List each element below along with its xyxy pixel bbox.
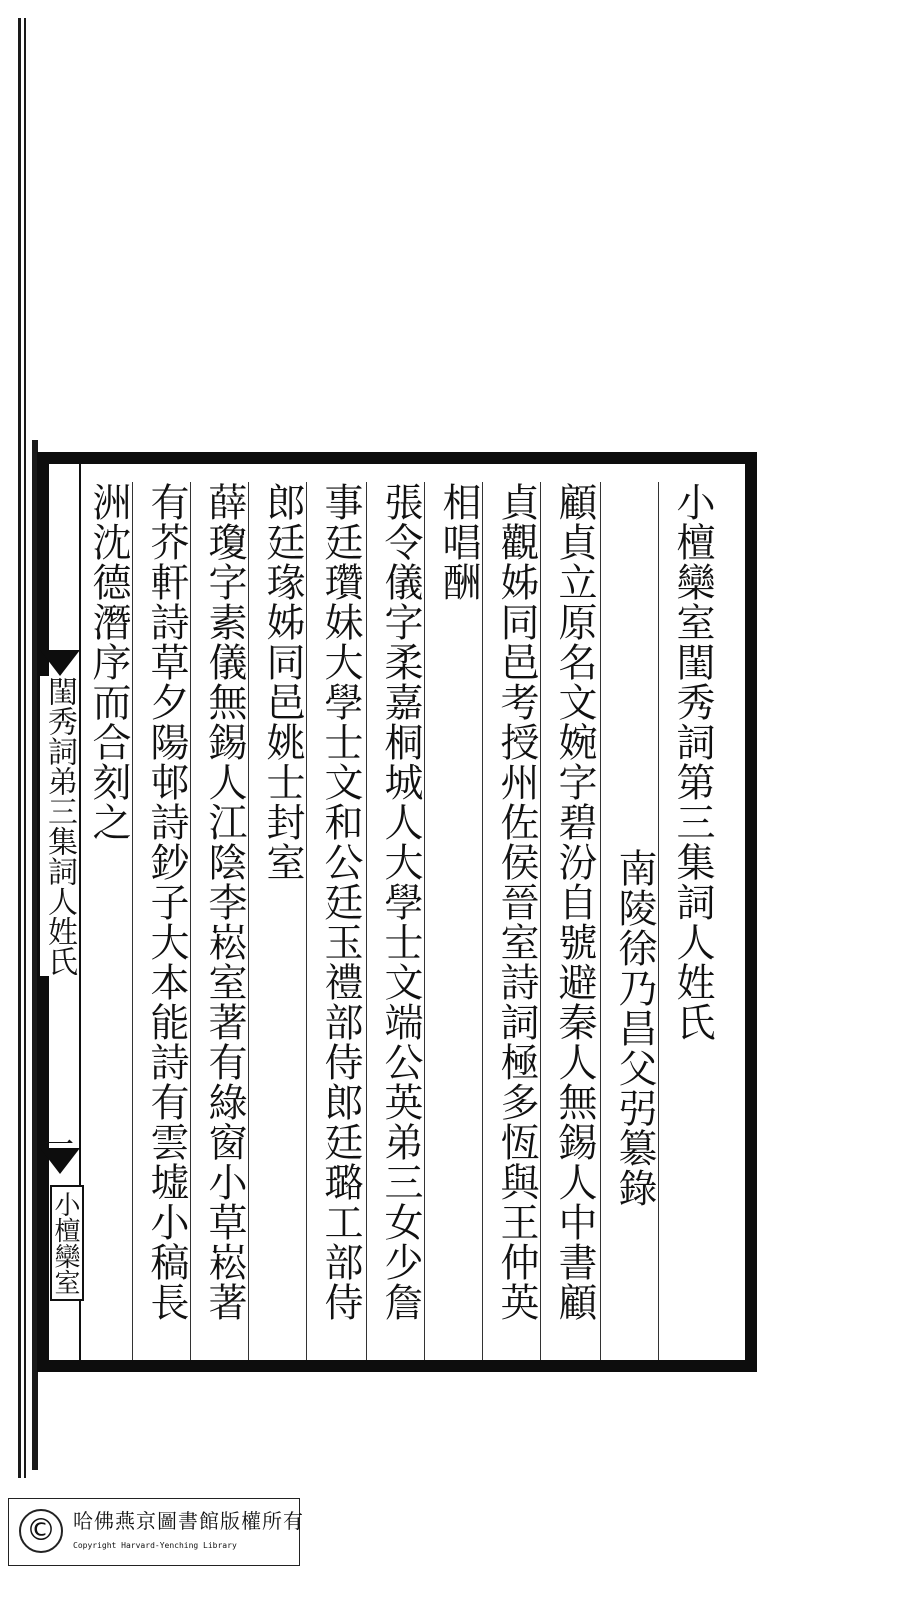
binding-spine-line [18,18,21,1478]
copyright-icon: © [19,1509,63,1553]
copyright-owner-en: Copyright Harvard-Yenching Library [73,1541,237,1550]
text-column: 有芥軒詩草夕陽邨詩鈔子大本能詩有雲墟小稿長 [144,482,189,1322]
text-column: 張令儀字柔嘉桐城人大學士文端公英弟三女少詹 [378,482,423,1322]
text-column: 郎廷瑑姊同邑姚士封室 [260,482,305,882]
text-column: 顧貞立原名文婉字碧汾自號避秦人無錫人中書顧 [552,482,597,1322]
column-rule [600,482,601,1360]
column-rule [540,482,541,1360]
text-column: 相唱酬 [436,482,481,602]
compiler-line: 南陵徐乃昌父弜簒錄 [612,848,657,1208]
adjacent-page-title: 小檀欒室 [50,1185,84,1301]
text-column: 事廷瓚妹大學士文和公廷玉禮部侍郎廷璐工部侍 [318,482,363,1322]
column-rule [658,482,659,1360]
column-rule [366,482,367,1360]
column-rule [132,482,133,1360]
book-title: 小檀欒室閨秀詞第三集詞人姓氏 [670,482,715,1042]
column-rule [424,482,425,1360]
margin-title: 閨秀詞弟三集詞人姓氏 [42,676,77,976]
text-column: 洲沈德潛序而合刻之 [86,482,131,842]
copyright-footer [8,1498,304,1566]
page-number: 一 [44,1128,74,1163]
text-column: 薛瓊字素儀無錫人江陰李崧室著有綠窗小草崧著 [202,482,247,1322]
column-rule [190,482,191,1360]
column-rule [248,482,249,1360]
binding-spine-line [24,18,26,1478]
text-column: 貞觀姊同邑考授州佐侯晉室詩詞極多恆與王仲英 [494,482,539,1322]
column-rule [482,482,483,1360]
column-rule [306,482,307,1360]
copyright-owner-cn: 哈佛燕京圖書館版權所有 [73,1509,304,1533]
